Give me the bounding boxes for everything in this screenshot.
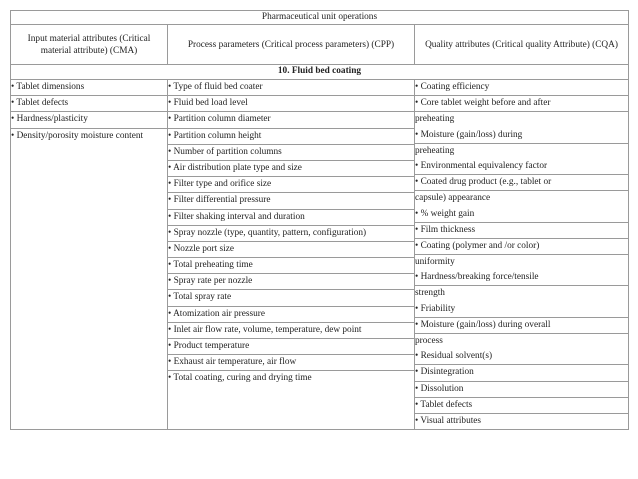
cqa-list-item: process [415,336,443,346]
cpp-list-item: • Product temperature [168,339,415,355]
cpp-list-item: • Exhaust air temperature, air flow [168,355,415,371]
cqa-list-item: uniformity [415,257,455,268]
cma-list-item: • Tablet defects [11,96,168,112]
cpp-list-item: • Inlet air flow rate, volume, temperature, dew point [168,323,415,339]
cma-list-item: • Tablet dimensions [11,80,168,96]
cqa-header: Quality attributes (Critical quality Attribute) (CQA) [415,25,629,65]
cpp-header: Process parameters (Critical process parameters) (CPP) [168,25,415,65]
cpp-list-item: • Total coating, curing and drying time [168,373,312,384]
table-title: Pharmaceutical unit operations [11,11,629,25]
cma-list-item: • Density/porosity moisture content [11,130,144,141]
cqa-list-item: • Coating efficiency [415,80,629,96]
cqa-list-item: • Coating (polymer and /or color) [415,239,629,255]
cpp-list-item: • Filter differential pressure [168,193,415,209]
cqa-list-item: • Friability [415,302,629,318]
cqa-list-item: • Disintegration [415,365,629,381]
cqa-list-item: • Film thickness [415,223,629,239]
cqa-list-item: • Moisture (gain/loss) during overall [415,318,629,334]
cpp-list-item: • Number of partition columns [168,145,415,161]
cqa-list-item: capsule) appearance [415,193,491,204]
section-title: 10. Fluid bed coating [11,65,629,80]
cqa-list-item: preheating [415,114,455,125]
cqa-list-item: • Dissolution [415,382,629,398]
cma-header: Input material attributes (Critical material attribute) (CMA) [11,25,168,65]
unit-operations-table [10,10,629,430]
cqa-list-item: • Tablet defects [415,398,629,414]
cqa-list-item: • Coated drug product (e.g., tablet or [415,175,629,191]
cqa-list-item: strength [415,288,445,299]
cqa-list-item: • Visual attributes [415,415,482,426]
cpp-list-item: • Nozzle port size [168,242,415,258]
cqa-list-item: • Residual solvent(s) [415,349,629,365]
cpp-list-item: • Spray nozzle (type, quantity, pattern, configuration) [168,226,415,242]
cqa-list-item: preheating [415,145,455,156]
cqa-list-item: • Hardness/breaking force/tensile [415,270,629,286]
cqa-list-item: • Moisture (gain/loss) during [415,128,629,144]
cpp-list-item: • Total preheating time [168,258,415,274]
cpp-list-item: • Partition column height [168,129,415,145]
cpp-list-item: • Fluid bed load level [168,96,415,112]
cpp-list-item: • Total spray rate [168,290,415,306]
cpp-column [168,80,415,430]
cpp-list-item: • Type of fluid bed coater [168,80,415,96]
cpp-list-item: • Atomization air pressure [168,307,415,323]
cqa-list-item: • Core tablet weight before and after [415,96,629,112]
cqa-column [415,80,629,430]
cma-list-item: • Hardness/plasticity [11,112,168,128]
cma-column [11,80,168,430]
cpp-list-item: • Filter shaking interval and duration [168,210,415,226]
cqa-list-item: • Environmental equivalency factor [415,159,629,175]
cpp-list-item: • Filter type and orifice size [168,177,415,193]
cqa-list-item: • % weight gain [415,207,629,223]
cpp-list-item: • Partition column diameter [168,112,415,128]
cpp-list-item: • Air distribution plate type and size [168,161,415,177]
cpp-list-item: • Spray rate per nozzle [168,274,415,290]
